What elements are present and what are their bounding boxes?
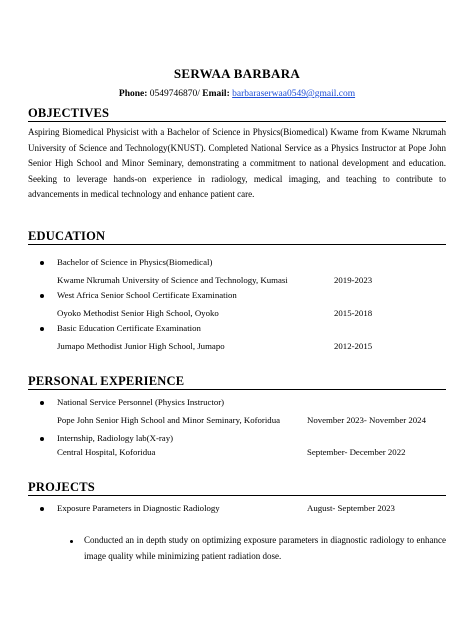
phone-label: Phone:	[118, 89, 148, 99]
education-institution: Oyoko Methodist Senior High School, Oyoko	[57, 308, 219, 318]
education-institution: Kwame Nkrumah University of Science and Technology, Kumasi	[57, 275, 288, 285]
experience-role: National Service Personnel (Physics Instructor)	[57, 397, 225, 407]
experience-heading: PERSONAL EXPERIENCE	[28, 374, 446, 390]
project-name: Exposure Parameters in Diagnostic Radiology	[57, 503, 220, 513]
education-qualification: Basic Education Certificate Examination	[57, 323, 201, 333]
education-heading: EDUCATION	[28, 229, 446, 245]
education-institution: Jumapo Methodist Junior High School, Jumapo	[57, 341, 225, 351]
experience-role: Internship, Radiology lab(X-ray)	[57, 433, 174, 443]
project-detail: Conducted an in depth study on optimizing exposure parameters in diagnostic radiology to enhance image quality while minimizing patient radiation dose.	[84, 535, 446, 561]
bullet-icon	[40, 507, 44, 511]
education-qualification: West Africa Senior School Certificate Examination	[57, 290, 237, 300]
education-qualification: Bachelor of Science in Physics(Biomedical)	[57, 257, 213, 267]
experience-organization: Pope John Senior High School and Minor Seminary, Koforidua	[57, 415, 280, 425]
phone-number: 0549746870/	[149, 89, 200, 99]
bullet-icon	[40, 437, 44, 441]
objectives-heading: OBJECTIVES	[28, 106, 446, 122]
bullet-icon	[40, 294, 44, 298]
experience-organization: Central Hospital, Koforidua	[57, 447, 156, 457]
email-label: Email:	[202, 89, 230, 99]
bullet-icon	[40, 401, 44, 405]
education-dates: 2019-2023	[334, 275, 373, 285]
candidate-name: SERWAA BARBARA	[173, 66, 301, 81]
project-dates: August- September 2023	[307, 503, 395, 513]
experience-dates: September- December 2022	[307, 447, 406, 457]
objectives-text: Aspiring Biomedical Physicist with a Bachelor of Science in Physics(Biomedical) Kwame from Kwame Nkrumah University of Science and Technology(KNUST). Completed National Service as a Physics Instructor at Pope John Senior High School and Minor Seminary, demonstrating a commitment to national development and education. Seeking to leverage hands-on experience in radiology, medical imaging, and teaching to contribute to advancements in medical technology and enhance patient care.	[28, 127, 446, 199]
contact-line	[0, 89, 474, 99]
education-dates: 2012-2015	[334, 341, 373, 351]
sub-bullet-icon	[70, 540, 73, 543]
email-link[interactable]: barbaraserwaa0549@gmail.com	[232, 89, 356, 99]
education-dates: 2015-2018	[334, 308, 373, 318]
experience-dates: November 2023- November 2024	[307, 415, 426, 425]
projects-heading: PROJECTS	[28, 480, 446, 496]
bullet-icon	[40, 327, 44, 331]
bullet-icon	[40, 261, 44, 265]
